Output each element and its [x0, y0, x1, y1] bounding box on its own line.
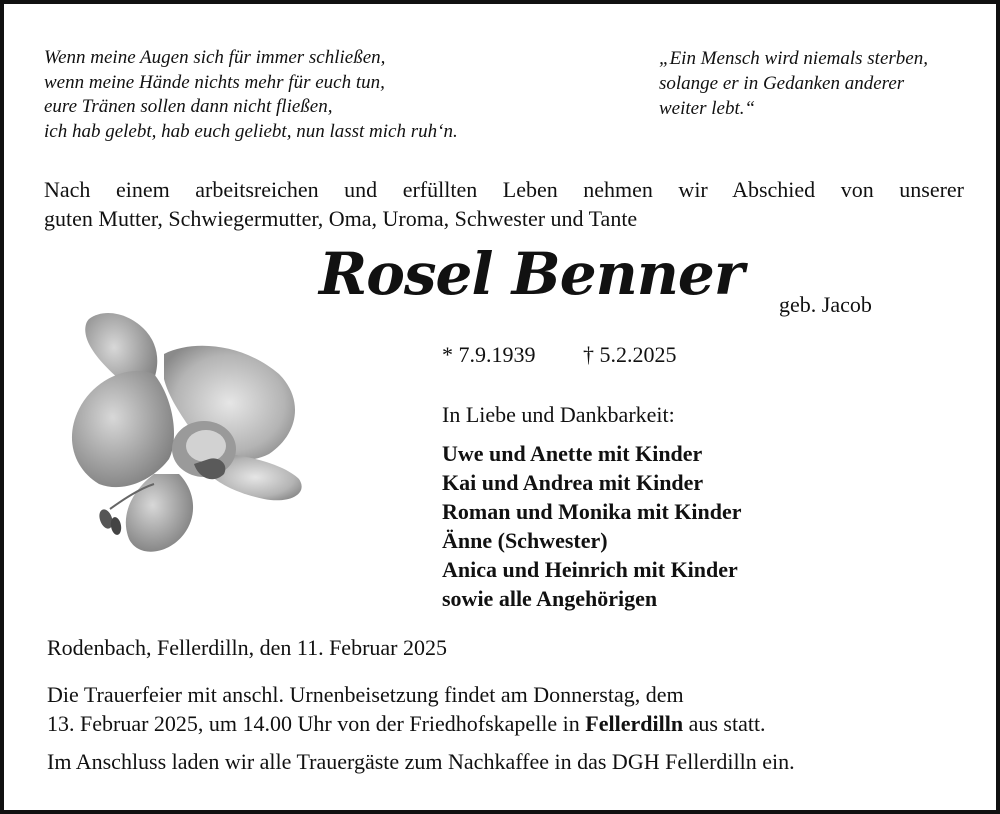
maiden-name: geb. Jacob: [779, 292, 872, 317]
family-member: Kai und Andrea mit Kinder: [442, 470, 704, 495]
poem-line: Wenn meine Augen sich für immer schließen,: [44, 47, 386, 68]
quote-line: solange er in Gedanken anderer: [659, 73, 905, 94]
family-member: sowie alle Angehörigen: [442, 586, 658, 611]
poem-line: wenn meine Hände nichts mehr für euch tun,: [44, 71, 385, 93]
family-member: Anica und Heinrich mit Kinder: [442, 557, 738, 582]
quote-line: weiter lebt.“: [659, 98, 756, 119]
deceased-name: Rosel Benner: [319, 240, 744, 308]
birth-date: * 7.9.1939: [442, 342, 536, 367]
poem-line: ich hab gelebt, hab euch geliebt, nun lasst mich ruh‘n.: [44, 120, 458, 142]
funeral-text: 13. Februar 2025, um 14.00 Uhr von der Friedhofskapelle in: [47, 711, 580, 736]
place-date: Rodenbach, Fellerdilln, den 11. Februar 2025: [47, 635, 447, 660]
family-member: Änne (Schwester): [442, 528, 608, 553]
life-dates: [442, 342, 677, 368]
death-date: † 5.2.2025: [583, 342, 677, 367]
quote-right: [659, 46, 928, 121]
intro-text: [44, 175, 964, 233]
family-member: Uwe und Anette mit Kinder: [442, 441, 703, 466]
gratitude-heading: In Liebe und Dankbarkeit:: [442, 402, 675, 427]
poem-left: [44, 46, 458, 144]
quote-line: „Ein Mensch wird niemals sterben,: [659, 48, 928, 69]
funeral-text: aus statt.: [688, 711, 766, 736]
invitation-text: Im Anschluss laden wir alle Trauergäste zum Nachkaffee in das DGH Fellerdilln ein.: [47, 749, 795, 774]
orchid-icon: [44, 304, 324, 564]
funeral-line: [47, 709, 766, 738]
funeral-line: Die Trauerfeier mit anschl. Urnenbeisetzung findet am Donnerstag, dem: [47, 682, 684, 707]
funeral-info: [47, 680, 766, 738]
poem-line: eure Tränen sollen dann nicht fließen,: [44, 96, 333, 117]
funeral-location: Fellerdilln: [585, 711, 684, 736]
intro-line: guten Mutter, Schwiegermutter, Oma, Uroma, Schwester und Tante: [44, 206, 638, 231]
intro-line: Nach einem arbeitsreichen und erfüllten Leben nehmen wir Abschied von unserer: [44, 177, 964, 202]
family-member: Roman und Monika mit Kinder: [442, 499, 742, 524]
family-list: [442, 439, 742, 613]
